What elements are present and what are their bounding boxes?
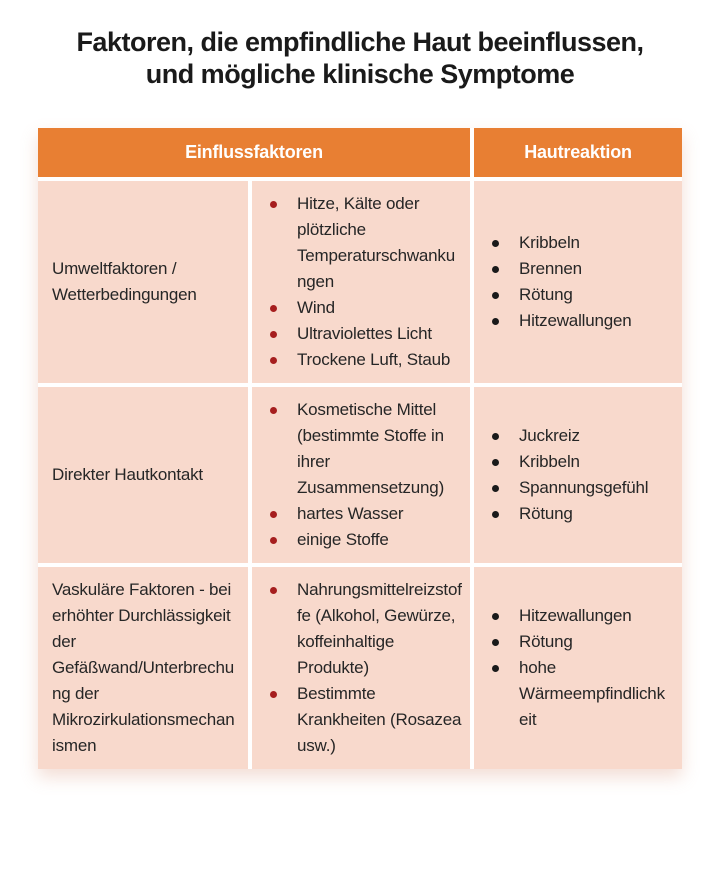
- bullet-icon: [270, 357, 277, 364]
- bullet-icon: [492, 459, 499, 466]
- factors-cell: [252, 181, 470, 383]
- factors-list: [252, 181, 470, 383]
- bullet-icon: [270, 511, 277, 518]
- reaction-item: Spannungsgefühl: [487, 475, 674, 501]
- reactions-cell: [474, 181, 682, 383]
- factor-item: einige Stoffe: [265, 527, 462, 553]
- bullet-icon: [492, 433, 499, 440]
- factors-list: [252, 387, 470, 563]
- reaction-item: Hitzewallungen: [487, 603, 674, 629]
- column-header-hautreaktion: Hautreaktion: [474, 128, 682, 177]
- bullet-icon: [492, 511, 499, 518]
- bullet-icon: [270, 407, 277, 414]
- reactions-list: [474, 220, 682, 344]
- bullet-icon: [270, 691, 277, 698]
- factors-table: [38, 128, 682, 769]
- reaction-item: Rötung: [487, 629, 674, 655]
- bullet-icon: [492, 240, 499, 247]
- reactions-cell: [474, 567, 682, 769]
- factor-item: Kosmetische Mittel (bestimmte Stoffe in ihrer Zusammensetzung): [265, 397, 462, 501]
- page-title: Faktoren, die empfindliche Haut beeinflussen, und mögliche klinische Symptome: [76, 27, 644, 89]
- factor-item: hartes Wasser: [265, 501, 462, 527]
- bullet-icon: [492, 613, 499, 620]
- bullet-icon: [270, 537, 277, 544]
- reaction-item: Juckreiz: [487, 423, 674, 449]
- factor-item: Bestimmte Krankheiten (Rosazea usw.): [265, 681, 462, 759]
- category-cell-direkter-hautkontakt: Direkter Hautkontakt: [38, 387, 248, 563]
- column-header-einflussfaktoren: Einflussfaktoren: [38, 128, 470, 177]
- factor-item: Nahrungsmittelreizstoffe (Alkohol, Gewürze, koffeinhaltige Produkte): [265, 577, 462, 681]
- factors-cell: [252, 567, 470, 769]
- reaction-item: Rötung: [487, 282, 674, 308]
- reaction-item: Rötung: [487, 501, 674, 527]
- bullet-icon: [492, 266, 499, 273]
- category-cell-umweltfaktoren: Umweltfaktoren / Wetterbedingungen: [38, 181, 248, 383]
- bullet-icon: [492, 639, 499, 646]
- reactions-list: [474, 413, 682, 537]
- bullet-icon: [492, 665, 499, 672]
- bullet-icon: [492, 485, 499, 492]
- factor-item: Ultraviolettes Licht: [265, 321, 462, 347]
- bullet-icon: [270, 201, 277, 208]
- category-cell-vaskulaere-faktoren: Vaskuläre Faktoren - bei erhöhter Durchlässigkeit der Gefäßwand/Unterbrechung der Mikrozirkulationsmechanismen: [38, 567, 248, 769]
- bullet-icon: [492, 292, 499, 299]
- bullet-icon: [270, 587, 277, 594]
- factor-item: Trockene Luft, Staub: [265, 347, 462, 373]
- factors-cell: [252, 387, 470, 563]
- bullet-icon: [492, 318, 499, 325]
- bullet-icon: [270, 305, 277, 312]
- reactions-list: [474, 593, 682, 743]
- reaction-item: Brennen: [487, 256, 674, 282]
- reaction-item: Kribbeln: [487, 230, 674, 256]
- factors-list: [252, 567, 470, 769]
- reaction-item: Kribbeln: [487, 449, 674, 475]
- reaction-item: hohe Wärmeempfindlichkeit: [487, 655, 674, 733]
- factor-item: Hitze, Kälte oder plötzliche Temperaturschwankungen: [265, 191, 462, 295]
- bullet-icon: [270, 331, 277, 338]
- factor-item: Wind: [265, 295, 462, 321]
- reactions-cell: [474, 387, 682, 563]
- reaction-item: Hitzewallungen: [487, 308, 674, 334]
